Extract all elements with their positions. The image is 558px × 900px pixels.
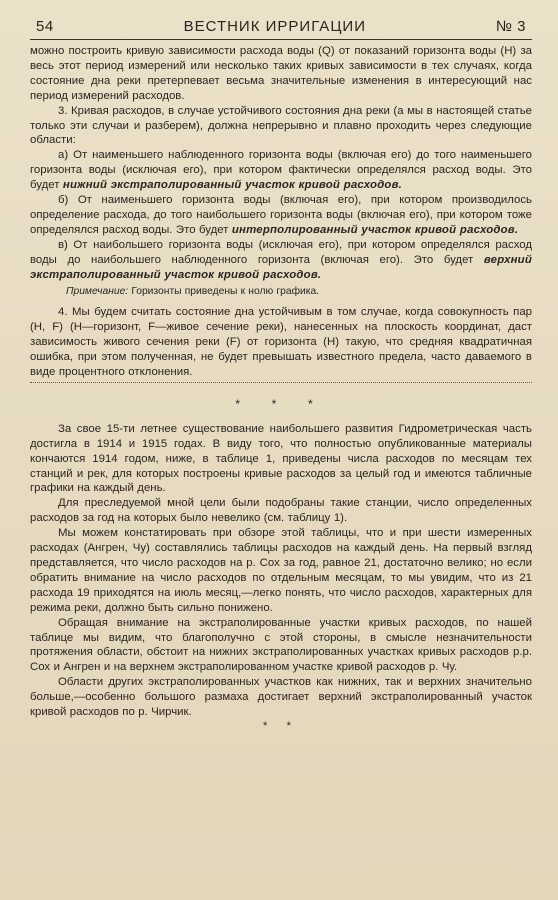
paragraph-9: Области других экстраполированных участков как нижних, так и верхних значительно больше,—особенно большого размаха достигает верхний экстраполированный участок кривой расходов по р. Чирчик.: [30, 676, 532, 719]
note-label: Примечание:: [66, 285, 129, 297]
article-body: [30, 44, 532, 730]
paragraph-7: Мы можем констатировать при обзоре этой таблицы, что и при шести измеренных расходах (Ангрен, Чу) составлялись таблицы расходов на каждый день. На первый взгляд представляется, что число расходов на р. Сох за год, равное 21, достаточно велико; но если обратить внимание на число расходов по отдельным месяцам, то мы увидим, что из 21 расхода 19 приходятся на июль месяц,—легко понять, что число расходов, характерных для режима реки, должно быть сильно понижено.: [30, 527, 532, 614]
paragraph-b: [30, 193, 532, 238]
dotted-divider: [30, 382, 532, 383]
section-stars: * * *: [235, 396, 327, 411]
issue-number: № 3: [495, 18, 526, 35]
paragraph-v: [30, 238, 532, 283]
paragraph-8: Обращая внимание на экстраполированные участки кривых расходов, по нашей таблице мы видим, что благополучно с этой стороны, в смысле незначительности протяжения области, обстоит на нижних экстраполированных участках кривых расходов р.р. Сох и Ангрен и на верхнем экстраполированном участке кривой расходов р. Чу.: [30, 616, 532, 674]
header-rule: [30, 39, 532, 40]
paragraph-v-emphasis: верхний экстраполированный участок кривой расходов.: [30, 253, 532, 281]
journal-title: ВЕСТНИК ИРРИГАЦИИ: [183, 18, 366, 35]
paragraph-a-text: а) От наименьшего наблюденного горизонта воды (включая его) до того наименьшего горизонта воды (исключая его), при котором фактически определялся расход воды. Это будет: [30, 149, 532, 192]
closing-stars: * *: [263, 719, 299, 732]
paragraph-1: можно построить кривую зависимости расхода воды (Q) от показаний горизонта воды (H) за весь этот период измерений или несколько таких кривых зависимости в тех случаях, когда состояние дна реки претерпевает весьма значительные изменения в интересующий нас период измерений расходов.: [30, 45, 532, 102]
paragraph-6: Для преследуемой мной цели были подобраны такие станции, число определенных расходов за год на которых было невелико (см. таблицу 1).: [30, 497, 532, 525]
paragraph-a-emphasis: нижний экстраполированный участок кривой расходов.: [62, 179, 403, 192]
paragraph-5: За свое 15-ти летнее существование наибольшего развития Гидрометрическая часть достигла в 1914 и 1915 годах. В виду того, что полностью опубликованные материалы кончаются 1914 годом, ниже, в таблице 1, приведены числа расходов по месяцам тех станций и рек, для которых построены кривые расходов за целый год и имеются табличные графики на каждый день.: [30, 422, 532, 495]
paragraph-a: [30, 148, 532, 193]
paragraph-2: 3. Кривая расходов, в случае устойчивого состояния дна реки (а мы в настоящей статье только эти случаи и разберем), должна непрерывно и плавно проходить через следующие области:: [30, 104, 532, 147]
note-text: Горизонты приведены к нолю графика.: [128, 285, 320, 297]
paragraph-b-emphasis: интерполированный участок кривой расходов.: [231, 223, 519, 236]
running-header: [30, 18, 532, 39]
note: [30, 285, 532, 300]
paragraph-4: 4. Мы будем считать состояние дна устойчивым в том случае, когда совокупность пар (H, F) (H—горизонт, F—живое сечение реки), нанесенных на плоскость координат, даст зависимость живого сечения реки (F) от горизонта (H) такую, что средняя квадратичная ошибка, при этом полученная, не будет превышать известного предела, часто даваемого в виде процентного отклонения.: [30, 306, 532, 379]
paragraph-v-text: в) От наибольшего горизонта воды (исключая его), при котором определялся расход воды до наибольшего наблюденного горизонта (включая его). Это будет: [30, 238, 532, 266]
page-number: 54: [36, 18, 54, 35]
paragraph-b-text: б) От наименьшего горизонта воды (включая его), при котором производилось определение расхода, до того наибольшего горизонта воды (включая его), при котором тоже определялся расход воды. Это будет: [30, 194, 532, 236]
